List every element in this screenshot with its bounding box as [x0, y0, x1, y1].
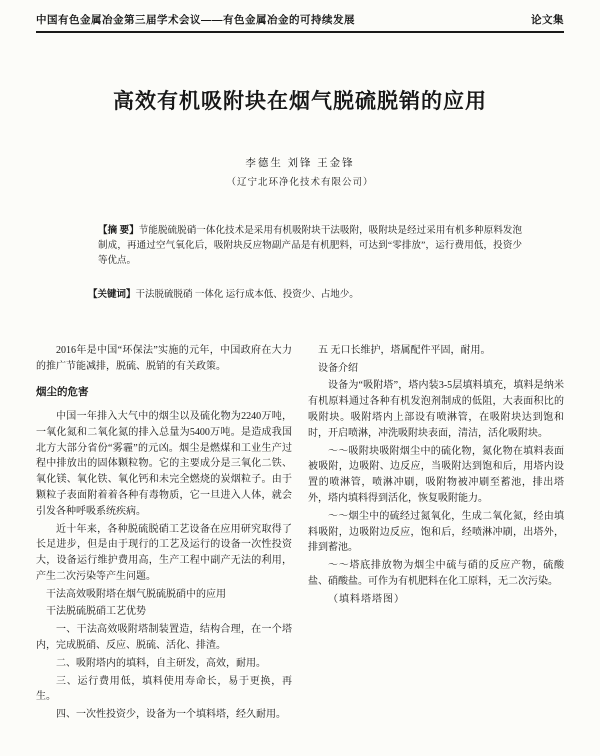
abstract: [98, 224, 522, 270]
paragraph: 二、吸附塔内的填料，自主研发，高效，耐用。: [56, 657, 266, 669]
paragraph: 近十年来，各种脱硫脱硝工艺设备在应用研究取得了长足进步，但是由于现行的工艺及运行的设备一次性投资大，设备运行维护费用高，生产工程中副产无法的利用，产生二次污染等产生问题。: [36, 523, 292, 582]
figure-caption: （填料塔塔图）: [328, 593, 405, 605]
paragraph: 五 无口长维护，塔属配件平固，耐用。: [318, 344, 491, 356]
keywords: [88, 288, 522, 303]
right-column: [308, 343, 564, 725]
paragraph: 干法高效吸附塔在烟气脱硫脱硝中的应用: [46, 588, 226, 600]
body-columns: [36, 343, 564, 725]
paragraph: ～～烟尘中的硫经过氮氧化，生成二氧化氮，经由填料吸附，边吸附边反应，饱和后，经喷淋冲刷，出塔外，排到蓄池。: [308, 510, 564, 554]
paragraph: 中国一年排入大气中的烟尘以及硫化物为2240万吨，一氧化氮和二氧化氮的排入总量为5400万吨。是造成我国北方大部分省份“雾霾”的元凶。烟尘是燃煤和工业生产过程中排放出的固体颗粒物。它的主要成分是三氧化二铁、氧化镁、氧化铁、氧化钙和未完全燃烧的炭烟粒子。由于颗粒子表面附着着各种有毒物质，它一旦进入人体，就会引发各种呼吸系统疾病。: [36, 410, 292, 517]
header-conference-title: 中国有色金属冶金第三届学术会议——有色金属冶金的可持续发展: [36, 14, 355, 26]
paragraph: 一、干法高效吸附塔制装置造，结构合理，在一个塔内，完成脱硝、反应、脱硫、活化、排渣。: [36, 624, 292, 652]
paragraph: 设备为“吸附塔”，塔内装3-5层填料填充，填料是纳米有机原料通过各种有机发泡剂制成的低阻，大表面积比的吸附块。吸附塔内上部设有喷淋管，在吸附块达到饱和时，开启喷淋，冲洗吸附块表面，清洁，活化吸附块。: [308, 380, 564, 439]
paragraph: 四、一次性投资少，设备为一个填料塔，经久耐用。: [56, 709, 286, 721]
affiliation: （辽宁北环净化技术有限公司）: [226, 178, 374, 188]
abstract-label: 【摘 要】: [98, 226, 139, 236]
keywords-text: 干法脱硫脱硝 一体化 运行成本低、投资少、占地少。: [135, 289, 359, 300]
keywords-label: 【关键词】: [88, 289, 136, 300]
left-column: [36, 343, 292, 725]
header-proceedings-label: 论文集: [531, 14, 564, 26]
paragraph: 2016年是中国“环保法”实施的元年，中国政府在大力的推广节能减排，脱硫、脱销的有关政策。: [36, 344, 292, 372]
header-rule: [36, 31, 564, 33]
paragraph: 干法脱硫脱硝工艺优势: [46, 606, 146, 618]
authors: 李德生 刘锋 王金锋: [245, 158, 355, 169]
paragraph: 三、运行费用低，填料使用寿命长，易于更换，再生。: [36, 675, 292, 703]
section-heading: 烟尘的危害: [36, 386, 89, 399]
abstract-text: 节能脱硫脱硝一体化技术是采用有机吸附块干法吸附，吸附块是经过采用有机多种原料发泡制成，再通过空气氧化后，吸附块反应物副产品是有机肥料，可达到“零排放”，运行费用低，投资少等优点。: [98, 226, 522, 267]
paragraph: ～～吸附块吸附烟尘中的硫化物，氮化物在填料表面被吸附，边吸附、边反应，当吸附达到饱和后，用塔内设置的喷淋管，喷淋冲刷，吸附物被冲刷至蓄池，排出塔外，塔内填料得到活化，恢复吸附能力。: [308, 445, 564, 504]
paper-title: 高效有机吸附块在烟气脱硫脱销的应用: [113, 89, 487, 113]
page-header: [36, 12, 564, 27]
paragraph: ～～塔底排放物为烟尘中硫与硝的反应产物，硫酸盐、硝酸盐。可作为有机肥料在化工原料，无二次污染。: [308, 560, 564, 587]
paragraph: 设备介绍: [318, 362, 358, 374]
